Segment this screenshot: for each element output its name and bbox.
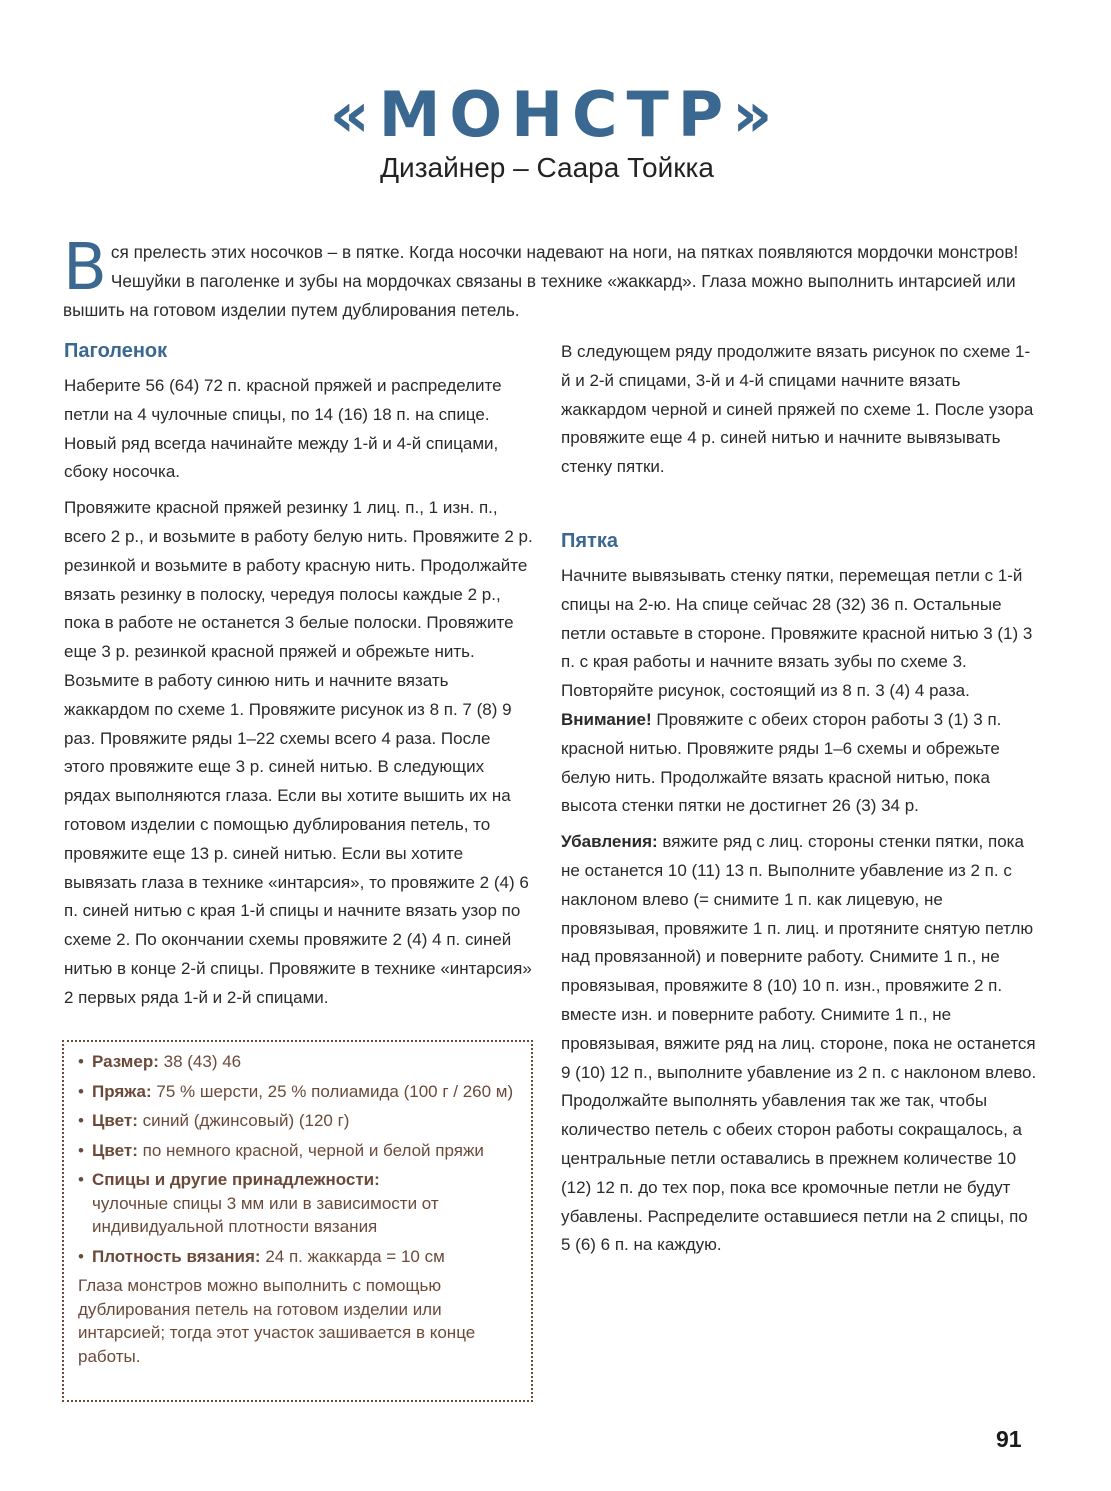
section-heading-pyatka: Пятка bbox=[561, 529, 618, 552]
spec-item-yarn: • Пряжа: 75 % шерсти, 25 % полиамида (100 г / 260 м) bbox=[78, 1080, 521, 1104]
attention-label: Внимание! bbox=[561, 709, 652, 729]
left-column bbox=[64, 336, 534, 1020]
decrease-label: Убавления: bbox=[561, 832, 658, 852]
paragraph: Убавления: вяжите ряд с лиц. стороны стенки пятки, пока не останется 10 (11) 13 п. Выполните убавление из 2 п. с наклоном влево (= снимите 1 п. как лицевую, не провязывая, провяжите 1 п. лиц. и протяните снятую петлю над провязанной) и поверните работу. Снимите 1 п., не провязывая, провяжите 8 (10) 10 п. изн., провяжите 2 п. вместе изн. и поверните работу. Снимите 1 п., не провязывая, вяжите ряд на лиц. стороне, пока не останется 9 (10) 12 п., выполните убавление из 2 п. с наклоном влево. Продолжайте выполнять убавления так же так, чтобы количество петель с обеих сторон работы сокращалось, а центральные петли оставались в прежнем количестве 10 (12) 12 п. до тех пор, пока все кромочные петли не будут убавлены. Распределите оставшиеся петли на 2 спицы, по 5 (6) 6 п. на каждую. bbox=[561, 832, 1037, 1255]
specs-box bbox=[62, 1040, 533, 1402]
paragraph: Наберите 56 (64) 72 п. красной пряжей и распределите петли на 4 чулочные спицы, по 14 (16) 18 п. на спице. Новый ряд всегда начинайте между 1-й и 4-й спицами, сбоку носочка. bbox=[64, 376, 502, 482]
specs-note: Глаза монстров можно выполнить с помощью дублирования петель на готовом изделии или интарсией; тогда этот участок зашивается в конце работы. bbox=[78, 1276, 476, 1366]
designer-credit: Дизайнер – Саара Тойкка bbox=[380, 152, 714, 183]
spec-item-gauge: • Плотность вязания: 24 п. жаккарда = 10 см bbox=[78, 1245, 521, 1269]
specs-list bbox=[78, 1050, 521, 1268]
intro-text: ся прелесть этих носочков – в пятке. Когда носочки надевают на ноги, на пятках появляются мордочки монстров! Чешуйки в паголенке и зубы на мордочках связаны в технике «жаккард». Глаза можно выполнить интарсией или вышить на готовом изделии путем дублирования петель. bbox=[63, 242, 1019, 320]
page-number: 91 bbox=[996, 1426, 1022, 1452]
paragraph: Начните вывязывать стенку пятки, перемещая петли с 1-й спицы на 2-ю. На спице сейчас 28 (32) 36 п. Остальные петли оставьте в стороне. Провяжите красной нитью 3 (1) 3 п. с края работы и начните вязать зубы по схеме 3. Повторяйте рисунок, состоящий из 8 п. 3 (4) 4 раза. Внимание! Провяжите с обеих сторон работы 3 (1) 3 п. красной нитью. Провяжите ряды 1–6 схемы и обрежьте белую нить. Продолжайте вязать красной нитью, пока высота стенки пятки не достигнет 26 (3) 34 р. bbox=[561, 565, 1033, 816]
spec-item-color-extra: • Цвет: по немного красной, черной и белой пряжи bbox=[78, 1139, 521, 1163]
spec-item-needles: • Спицы и другие принадлежности: чулочные спицы 3 мм или в зависимости от индивидуальной плотности вязания bbox=[78, 1168, 521, 1239]
paragraph: В следующем ряду продолжите вязать рисунок по схеме 1-й и 2-й спицами, 3-й и 4-й спицами начните вязать жаккардом черной и синей пряжей по схеме 1. После узора провяжите еще 4 р. синей нитью и начните вывязывать стенку пятки. bbox=[561, 342, 1034, 477]
section-heading-pagolenok: Паголенок bbox=[64, 340, 168, 362]
spec-item-size: • Размер: 38 (43) 46 bbox=[78, 1050, 521, 1074]
spec-item-color-main: • Цвет: синий (джинсовый) (120 г) bbox=[78, 1109, 521, 1133]
page-title: «МОНСТР» bbox=[329, 78, 782, 151]
right-column bbox=[561, 338, 1039, 1267]
intro-paragraph bbox=[63, 231, 1038, 325]
paragraph: Провяжите красной пряжей резинку 1 лиц. п., 1 изн. п., всего 2 р., и возьмите в работу белую нить. Провяжите 2 р. резинкой и возьмите в работу красную нить. Продолжайте вязать резинку в полоску, чередуя полосы каждые 2 р., пока в работе не останется 3 белые полоски. Провяжите еще 3 р. резинкой красной пряжей и обрежьте нить. Возьмите в работу синюю нить и начните вязать жаккардом по схеме 1. Провяжите рисунок из 8 п. 7 (8) 9 раз. Провяжите ряды 1–22 схемы всего 4 раза. После этого провяжите еще 3 р. синей нитью. В следующих рядах выполняются глаза. Если вы хотите вышить их на готовом изделии с помощью дублирования петель, то провяжите еще 13 р. синей нитью. Если вы хотите вывязать глаза в технике «интарсия», то провяжите 2 (4) 6 п. синей нитью с края 1-й спицы и начните вязать узор по схеме 2. По окончании схемы провяжите 2 (4) 4 п. синей нитью в конце 2-й спицы. Провяжите в технике «интарсия» 2 первых ряда 1-й и 2-й спицами. bbox=[64, 498, 533, 1007]
drop-cap: В bbox=[63, 231, 107, 305]
